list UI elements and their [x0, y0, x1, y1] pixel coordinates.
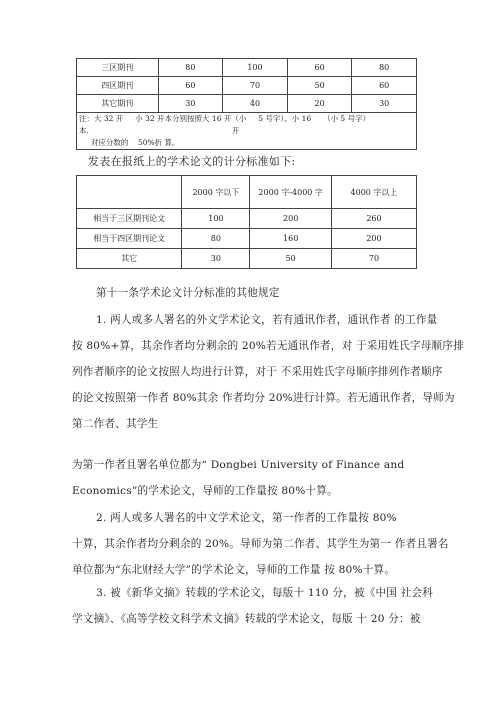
- table-cell: 160: [250, 229, 332, 249]
- table-row: [77, 59, 417, 77]
- paragraph-3: [72, 505, 449, 583]
- table-header-cell: 2000 字以下: [182, 176, 250, 209]
- table-note-row: [77, 113, 417, 150]
- table-row: [77, 249, 417, 269]
- table-cell: 其它期刊: [77, 95, 159, 113]
- score-table-journals: [76, 58, 417, 150]
- section-title-block: [72, 280, 432, 306]
- table-header-cell: 2000 字-4000 字: [250, 176, 332, 209]
- table-cell: 30: [352, 95, 417, 113]
- paragraph-1: [72, 307, 464, 437]
- table-note: [77, 113, 417, 150]
- table-cell: 80: [352, 59, 417, 77]
- table-cell: 三区期刊: [77, 59, 159, 77]
- table-cell: 相当于四区期刊论文: [77, 229, 182, 249]
- table-cell: 四区期刊: [77, 77, 159, 95]
- section-title: 第十一条学术论文计分标准的其他规定: [96, 287, 280, 299]
- table-cell: 200: [250, 209, 332, 229]
- paragraph-line: 单位都为“东北财经大学”的学术论文，导师的工作量 按 80%十算。: [72, 564, 396, 576]
- table-cell: 80: [182, 229, 250, 249]
- table-cell: 40: [223, 95, 288, 113]
- note-line: 对应分数的 50%折 算。: [79, 138, 180, 147]
- note-line: 注：大 32 开 小 32 开本分别按照大 16 开（小 5 号字）、小 16 （小 5 号字）: [79, 114, 371, 123]
- table-cell: 相当于三区期刊论文: [77, 209, 182, 229]
- score-table-newspapers: [76, 175, 417, 269]
- table-cell: 80: [158, 59, 223, 77]
- paragraph-4: [72, 580, 432, 632]
- table-cell: 200: [331, 229, 416, 249]
- table-header-cell: 4000 字以上: [331, 176, 416, 209]
- paragraph-line: 的论文按照第一作者 80%其余 作者均分 20%进行计算。若无通讯作者，导师为: [72, 392, 455, 404]
- table-row: [77, 229, 417, 249]
- table-cell: 30: [158, 95, 223, 113]
- paragraph-line: Economics”的学术论文，导师的工作量按 80%十算。: [72, 485, 338, 497]
- table-cell: 100: [223, 59, 288, 77]
- table-cell: 100: [182, 209, 250, 229]
- table-row: [77, 209, 417, 229]
- table-cell: 20: [287, 95, 352, 113]
- table-cell: 50: [287, 77, 352, 95]
- table-cell: 50: [250, 249, 332, 269]
- table-cell: 260: [331, 209, 416, 229]
- paragraph-line: 列作者顺序的论文按照人均进行计算，对于 不采用姓氏字母顺序排列作者顺序: [72, 366, 443, 378]
- table-row: [77, 95, 417, 113]
- table-cell: 70: [223, 77, 288, 95]
- table-header-row: [77, 176, 417, 209]
- paragraph-2: [72, 452, 432, 504]
- table-header-cell: [77, 176, 182, 209]
- paragraph-line: 十算，其余作者均分剩余的 20%。导师为第二作者、其学生为第一 作者且署名: [72, 538, 449, 550]
- paragraph-line: 为第一作者且署名单位都为“ Dongbei University of Finance and: [72, 459, 405, 471]
- table-row: [77, 77, 417, 95]
- paragraph-line: 第二作者、其学生: [72, 418, 159, 430]
- paragraph-line: 按 80%+算，其余作者均分剩余的 20%若无通讯作者，对 于采用姓氏字母顺序排: [72, 340, 464, 352]
- table-cell: 60: [158, 77, 223, 95]
- table-cell: 其它: [77, 249, 182, 269]
- paragraph-line: 3. 被《新华文摘》转载的学术论文，每版十 110 分，被《中国 社会科: [96, 587, 434, 599]
- paragraph-line: 1. 两人或多人署名的外文学术论文，若有通讯作者，通讯作者 的工作量: [96, 314, 438, 326]
- table-cell: 60: [352, 77, 417, 95]
- table-caption: 发表在报纸上的学术论文的计分标准如下:: [88, 155, 296, 168]
- table-cell: 70: [331, 249, 416, 269]
- note-line: 本. 开: [79, 126, 240, 135]
- paragraph-line: 学文摘》、《高等学校文科学术文摘》转载的学术论文，每版 十 20 分：被: [72, 613, 421, 625]
- paragraph-line: 2. 两人或多人署名的中文学术论文，第一作者的工作量按 80%: [96, 512, 397, 524]
- table-cell: 30: [182, 249, 250, 269]
- table-cell: 60: [287, 59, 352, 77]
